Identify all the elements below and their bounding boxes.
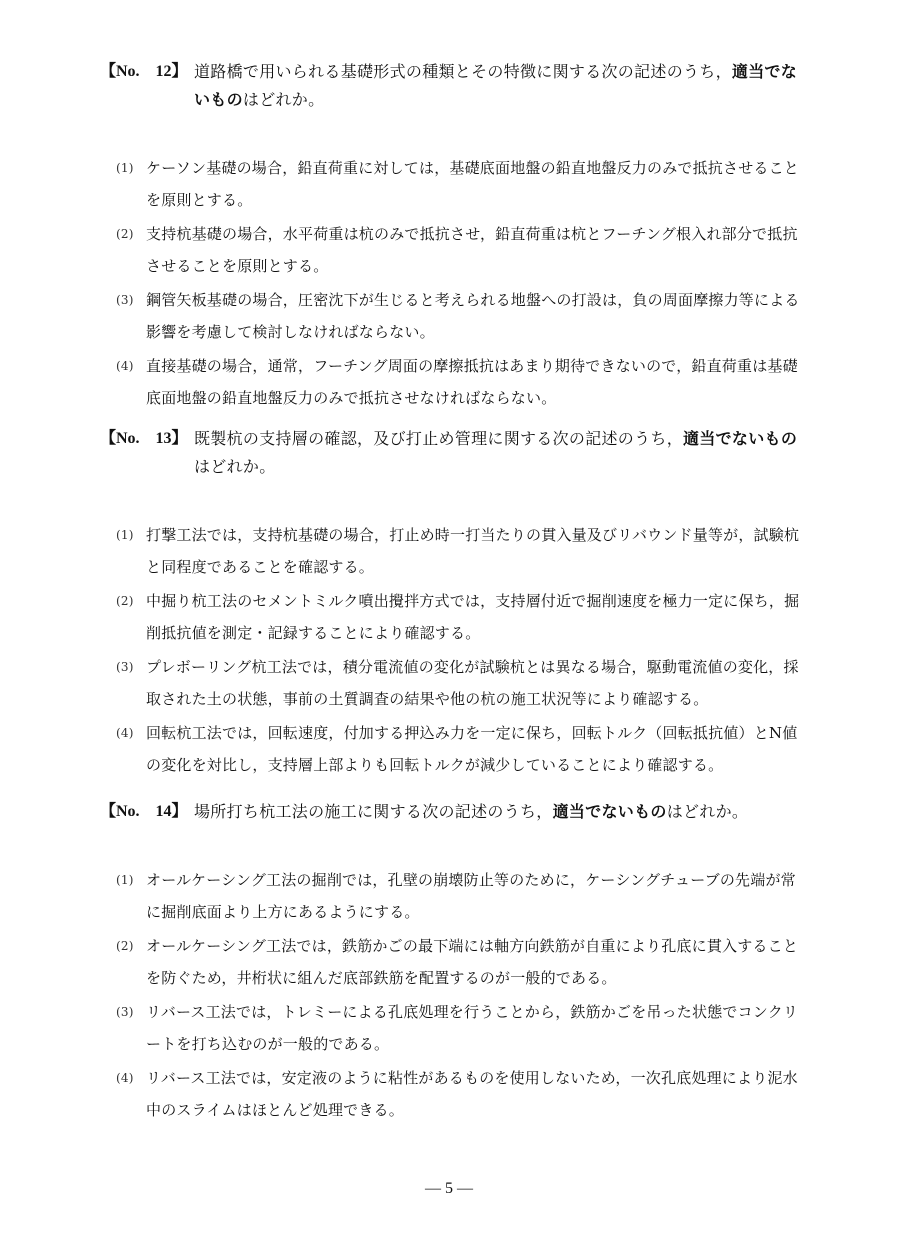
choice-number: (2): [116, 594, 134, 608]
choice-item: [116, 218, 810, 282]
choice-item: [116, 651, 810, 715]
choice-number: (3): [116, 660, 134, 674]
choice-text: 鋼管矢板基礎の場合，圧密沈下が生じると考えられる地盤への打設は，負の周面摩擦力等による影響を考慮して検討しなければならない。: [146, 291, 800, 341]
choice-item: [116, 284, 810, 348]
choice-list: [100, 864, 810, 1126]
question-number: 【No. 13】: [100, 430, 188, 447]
question-14: [100, 798, 810, 1128]
page-number: — 5 —: [425, 1180, 473, 1197]
choice-list: [100, 152, 810, 414]
choice-number: (2): [116, 227, 134, 241]
choice-text: 回転杭工法では，回転速度，付加する押込み力を一定に保ち，回転トルク（回転抵抗値）とN値の変化を対比し，支持層上部よりも回転トルクが減少していることにより確認する。: [146, 724, 798, 774]
question-header: [100, 798, 810, 826]
emphasis-text: 適当でないもの: [683, 429, 798, 448]
choice-number: (1): [116, 528, 134, 542]
emphasis-text: 適当でないもの: [552, 802, 667, 821]
question-header: [100, 58, 810, 114]
choice-item: [116, 585, 810, 649]
choice-text: オールケーシング工法の掘削では，孔壁の崩壊防止等のために，ケーシングチューブの先端が常に掘削底面より上方にあるようにする。: [146, 871, 796, 921]
choice-text: 中掘り杭工法のセメントミルク噴出攪拌方式では，支持層付近で掘削速度を極力一定に保ち，掘削抵抗値を測定・記録することにより確認する。: [146, 592, 800, 642]
question-header: [100, 425, 810, 481]
choice-item: [116, 996, 810, 1060]
choice-text: ケーソン基礎の場合，鉛直荷重に対しては，基礎底面地盤の鉛直地盤反力のみで抵抗させることを原則とする。: [146, 159, 800, 209]
choice-number: (3): [116, 293, 134, 307]
choice-item: [116, 930, 810, 994]
choice-text: リバース工法では，トレミーによる孔底処理を行うことから，鉄筋かごを吊った状態でコンクリートを打ち込むのが一般的である。: [146, 1003, 799, 1053]
choice-item: [116, 1062, 810, 1126]
choice-item: [116, 519, 810, 583]
choice-list: [100, 519, 810, 781]
question-number: 【No. 14】: [100, 803, 188, 820]
choice-number: (4): [116, 359, 134, 373]
choice-number: (1): [116, 873, 134, 887]
choice-number: (4): [116, 726, 134, 740]
choice-text: プレボーリング杭工法では，積分電流値の変化が試験杭とは異なる場合，駆動電流値の変化，採取された土の状態，事前の土質調査の結果や他の杭の施工状況等により確認する。: [146, 658, 799, 708]
choice-number: (2): [116, 939, 134, 953]
emphasis-text: 適当でないもの: [194, 62, 798, 109]
choice-text: リバース工法では，安定液のように粘性があるものを使用しないため，一次孔底処理により泥水中のスライムはほとんど処理できる。: [146, 1069, 798, 1119]
question-stem: 場所打ち杭工法の施工に関する次の記述のうち，適当でないものはどれか。: [194, 802, 749, 821]
choice-number: (4): [116, 1071, 134, 1085]
choice-number: (3): [116, 1005, 134, 1019]
choice-item: [116, 152, 810, 216]
choice-number: (1): [116, 161, 134, 175]
question-13: [100, 425, 810, 783]
question-12: [100, 58, 810, 416]
choice-text: 直接基礎の場合，通常，フーチング周面の摩擦抵抗はあまり期待できないので，鉛直荷重は基礎底面地盤の鉛直地盤反力のみで抵抗させなければならない。: [146, 357, 798, 407]
choice-item: [116, 864, 810, 928]
choice-text: 打撃工法では，支持杭基礎の場合，打止め時一打当たりの貫入量及びリバウンド量等が，試験杭と同程度であることを確認する。: [146, 526, 800, 576]
choice-text: 支持杭基礎の場合，水平荷重は杭のみで抵抗させ，鉛直荷重は杭とフーチング根入れ部分で抵抗させることを原則とする。: [146, 225, 798, 275]
question-stem: 既製杭の支持層の確認，及び打止め管理に関する次の記述のうち，適当でないものはどれか。: [194, 429, 798, 476]
question-stem: 道路橋で用いられる基礎形式の種類とその特徴に関する次の記述のうち，適当でないものはどれか。: [194, 62, 798, 109]
choice-item: [116, 717, 810, 781]
choice-text: オールケーシング工法では，鉄筋かごの最下端には軸方向鉄筋が自重により孔底に貫入することを防ぐため，井桁状に組んだ底部鉄筋を配置するのが一般的である。: [146, 937, 799, 987]
question-number: 【No. 12】: [100, 63, 188, 80]
choice-item: [116, 350, 810, 414]
